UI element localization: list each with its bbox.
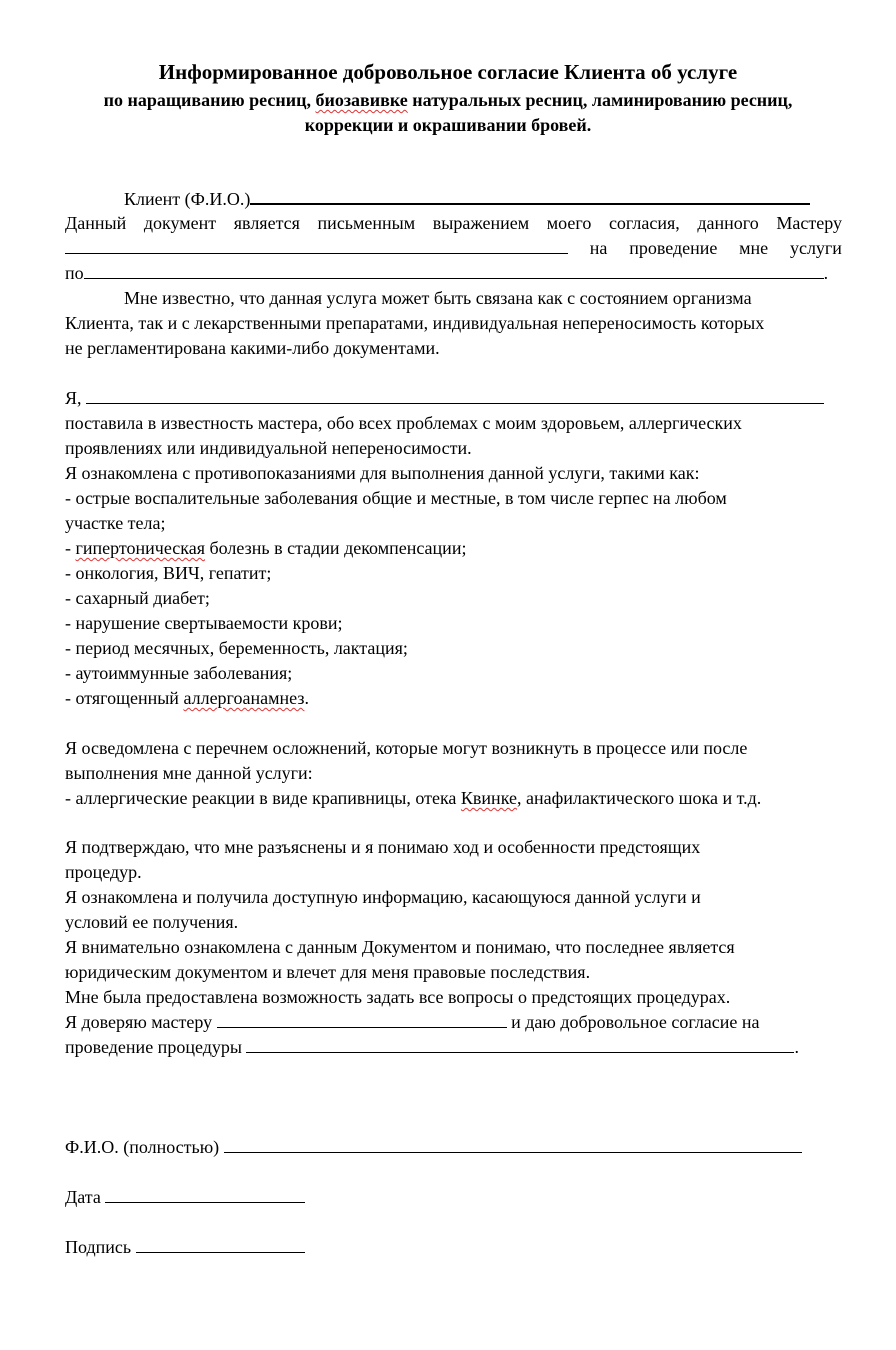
consent-word: является	[233, 213, 300, 233]
sign-label: Подпись	[65, 1237, 132, 1257]
list-text: , анафилактического шока и т.д.	[516, 788, 762, 808]
consent-word: мне	[739, 238, 769, 258]
confirm-line: юридическим документом и влечет для меня правовые последствия.	[65, 962, 591, 982]
consent-word: данного	[697, 213, 759, 233]
procedure-label: проведение процедуры	[65, 1037, 242, 1057]
period: .	[823, 263, 829, 283]
list-text: болезнь в стадии декомпенсации;	[205, 538, 467, 558]
master-name-field[interactable]	[65, 238, 568, 254]
service-prefix: по	[65, 263, 84, 283]
contra-item-cont: участке тела;	[65, 513, 166, 533]
confirm-line: Я ознакомлена и получила доступную информацию, касающуюся данной услуги и	[65, 887, 701, 907]
consent-word: услуги	[789, 238, 842, 258]
misspelled-word: Квинке	[460, 788, 517, 808]
ya-label: Я,	[65, 388, 82, 408]
signature-field[interactable]	[136, 1237, 305, 1253]
fio-full-label: Ф.И.О. (полностью)	[65, 1137, 220, 1157]
client-fio-line	[124, 188, 810, 209]
client-name-line	[65, 388, 824, 408]
consent-word: моего	[546, 213, 592, 233]
aware-line-2: Клиента, так и с лекарственными препаратами, индивидуальная непереносимость которых	[65, 313, 765, 333]
consent-word: на	[589, 238, 608, 258]
client-name-field[interactable]	[86, 388, 824, 404]
consent-word: проведение	[629, 238, 718, 258]
contra-item: - нарушение свертываемости крови;	[65, 613, 343, 633]
contra-item: - острые воспалительные заболевания общие и местные, в том числе герпес на любом	[65, 488, 727, 508]
trust-line	[65, 1012, 760, 1032]
document-subtitle-line2: коррекции и окрашивании бровей.	[304, 115, 592, 135]
confirm-line: Мне была предоставлена возможность задать все вопросы о предстоящих процедурах.	[65, 987, 731, 1007]
consent-line-3	[65, 263, 828, 283]
fio-full-field[interactable]	[224, 1137, 802, 1153]
aware-line-1: Мне известно, что данная услуга может быть связана как с состоянием организма	[124, 288, 752, 308]
confirm-line: условий ее получения.	[65, 912, 239, 932]
compl-item	[65, 788, 761, 808]
trusted-master-field[interactable]	[217, 1012, 507, 1028]
contra-item	[65, 688, 309, 708]
misspelled-word: гипертоническая	[75, 538, 206, 558]
contra-heading: Я ознакомлена с противопоказаниями для выполнения данной услуги, такими как:	[65, 463, 700, 483]
list-text: - аллергические реакции в виде крапивницы, отека	[65, 788, 461, 808]
document-title: Информированное добровольное согласие Клиента об услуге	[158, 60, 738, 84]
client-fio-field[interactable]	[250, 188, 810, 205]
date-line	[65, 1187, 305, 1207]
procedure-line	[65, 1037, 799, 1057]
period: .	[304, 688, 309, 708]
sign-line	[65, 1237, 305, 1257]
contra-item: - аутоиммунные заболевания;	[65, 663, 293, 683]
client-fio-label: Клиент (Ф.И.О.)	[124, 189, 251, 209]
list-text: - отягощенный	[65, 688, 184, 708]
trust-label: Я доверяю мастеру	[65, 1012, 213, 1032]
subtitle-part: по наращиванию ресниц,	[103, 90, 316, 110]
compl-line-2: выполнения мне данной услуги:	[65, 763, 313, 783]
contra-item: - онкология, ВИЧ, гепатит;	[65, 563, 272, 583]
consent-line-2	[65, 238, 842, 258]
list-dash: -	[65, 538, 76, 558]
compl-line-1: Я осведомлена с перечнем осложнений, которые могут возникнуть в процессе или после	[65, 738, 748, 758]
fio-full-line	[65, 1137, 802, 1157]
subtitle-misspelled-word: биозавивке	[315, 90, 408, 110]
misspelled-word: аллергоанамнез	[183, 688, 305, 708]
trust-label-end: и даю добровольное согласие на	[511, 1012, 760, 1032]
subtitle-part: натуральных ресниц, ламинированию ресниц,	[407, 90, 793, 110]
date-field[interactable]	[105, 1187, 305, 1203]
confirm-line: процедур.	[65, 862, 142, 882]
confirm-line: Я внимательно ознакомлена с данным Документом и понимаю, что последнее является	[65, 937, 735, 957]
consent-word: письменным	[317, 213, 416, 233]
consent-word: согласия,	[608, 213, 680, 233]
informed-line-1: поставила в известность мастера, обо всех проблемах с моим здоровьем, аллергических	[65, 413, 742, 433]
aware-line-3: не регламентирована какими-либо документами.	[65, 338, 440, 358]
consent-word: Мастеру	[776, 213, 842, 233]
contra-item: - сахарный диабет;	[65, 588, 210, 608]
confirm-line: Я подтверждаю, что мне разъяснены и я понимаю ход и особенности предстоящих	[65, 837, 701, 857]
procedure-field[interactable]	[246, 1037, 794, 1053]
date-label: Дата	[65, 1187, 101, 1207]
consent-word: выражением	[432, 213, 530, 233]
consent-word: Данный	[65, 213, 127, 233]
consent-word: документ	[143, 213, 217, 233]
informed-line-2: проявлениях или индивидуальной непереносимости.	[65, 438, 472, 458]
document-subtitle	[0, 89, 896, 111]
service-name-field[interactable]	[84, 263, 824, 279]
contra-item	[65, 538, 466, 558]
period: .	[794, 1037, 799, 1057]
consent-line-1	[65, 213, 842, 233]
contra-item: - период месячных, беременность, лактация;	[65, 638, 408, 658]
